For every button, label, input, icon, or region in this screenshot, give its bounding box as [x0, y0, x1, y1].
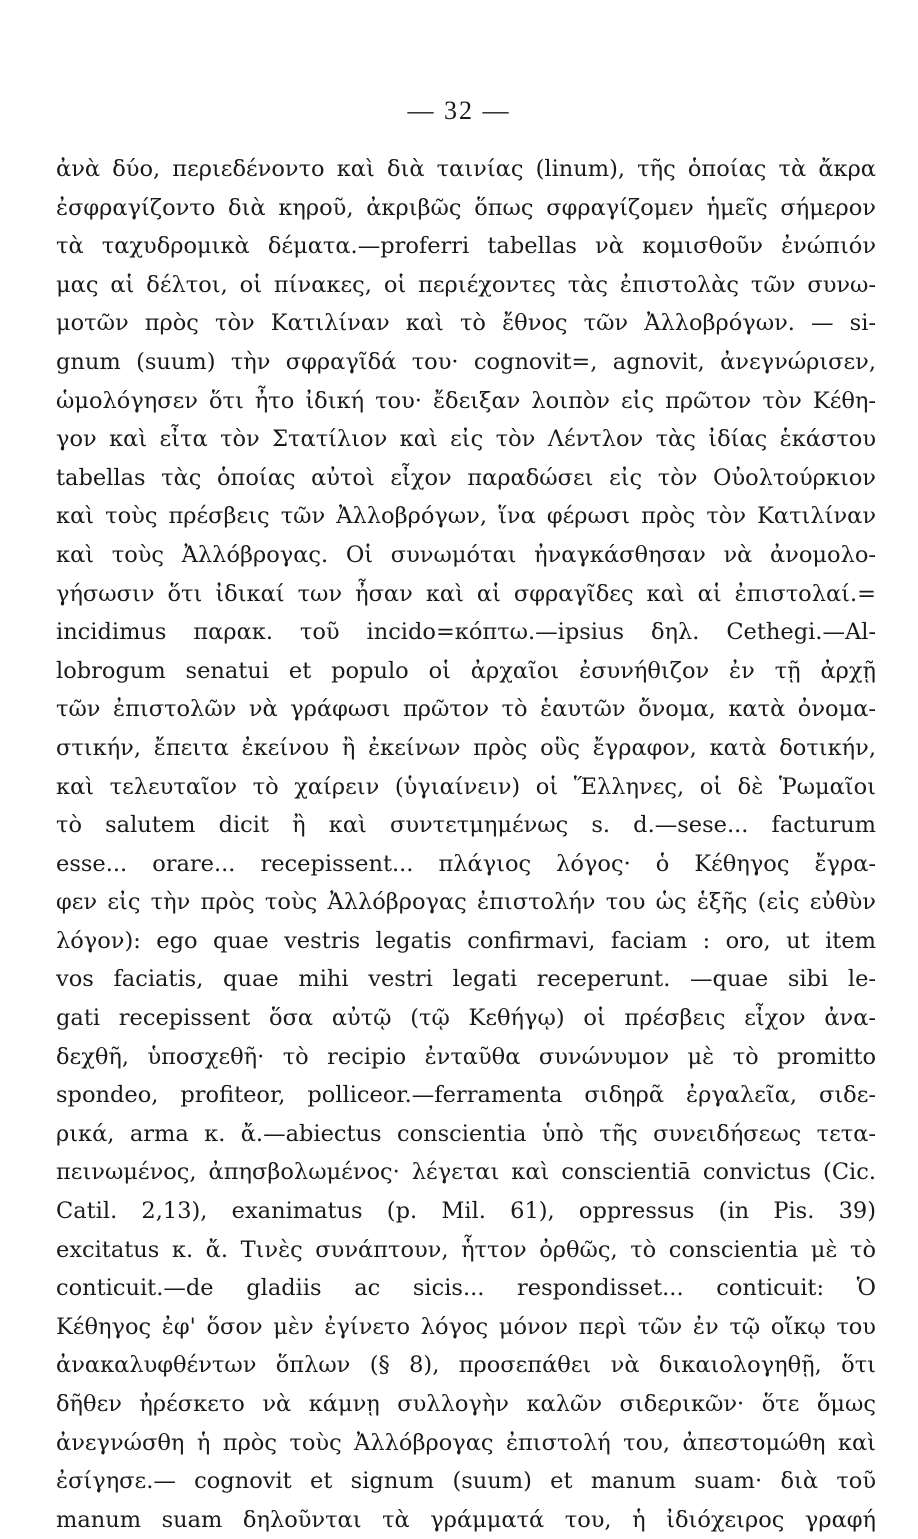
text-line: gati recepissent ὅσα αὐτῷ (τῷ Κεθήγῳ) οἱ πρέσβεις εἶχον ἀνα- — [56, 1005, 876, 1032]
text-line: δεχθῆ, ὑποσχεθῆ· τὸ recipio ἐνταῦθα συνώνυμον μὲ τὸ promitto — [56, 1043, 876, 1070]
text-line: ἐσφραγίζοντο διὰ κηροῦ, ἀκριβῶς ὅπως σφραγίζομεν ἡμεῖς σήμερον — [56, 194, 876, 221]
text-line: Catil. 2,13), exanimatus (p. Mil. 61), oppressus (in Pis. 39) — [56, 1198, 876, 1225]
text-line: πεινωμένος, ἀπησβολωμένος· λέγεται καὶ conscientiā convictus (Cic. — [56, 1159, 876, 1186]
text-line: incidimus παρακ. τοῦ incido=κόπτω.—ipsius δηλ. Cethegi.—Al- — [56, 619, 876, 646]
text-line: tabellas τὰς ὁποίας αὐτοὶ εἶχον παραδώσει εἰς τὸν Οὐολτούρκιον — [56, 464, 876, 491]
text-line: Κέθηγος ἐφ' ὅσον μὲν ἐγίνετο λόγος μόνον περὶ τῶν ἐν τῷ οἴκῳ του — [56, 1313, 876, 1340]
text-line: γον καὶ εἶτα τὸν Στατίλιον καὶ εἰς τὸν Λέντλον τὰς ἰδίας ἑκάστου — [56, 426, 876, 453]
text-line: φεν εἰς τὴν πρὸς τοὺς Ἀλλόβρογας ἐπιστολήν του ὡς ἑξῆς (εἰς εὐθὺν — [56, 889, 876, 916]
body-text — [56, 150, 876, 1539]
text-line: ρικά, arma κ. ἄ.—abiectus conscientia ὑπὸ τῆς συνειδήσεως τετα- — [56, 1120, 876, 1147]
text-line: λόγον): ego quae vestris legatis confirmavi, faciam : oro, ut item — [56, 927, 876, 954]
text-line: τὰ ταχυδρομικὰ δέματα.—proferri tabellas νὰ κομισθοῦν ἐνώπιόν — [56, 233, 876, 260]
text-line: esse... orare... recepissent... πλάγιος λόγος· ὁ Κέθηγος ἔγρα- — [56, 850, 876, 877]
text-line: καὶ τοὺς Ἀλλόβρογας. Οἱ συνωμόται ἠναγκάσθησαν νὰ ἀνομολο- — [56, 541, 876, 568]
text-line: excitatus κ. ἄ. Τινὲς συνάπτουν, ἧττον ὀρθῶς, τὸ conscientia μὲ τὸ — [56, 1236, 876, 1263]
text-line: ἐσίγησε.— cognovit et signum (suum) et manum suam· διὰ τοῦ — [56, 1468, 876, 1495]
text-line: καὶ τοὺς πρέσβεις τῶν Ἀλλοβρόγων, ἵνα φέρωσι πρὸς τὸν Κατιλίναν — [56, 503, 876, 530]
text-line: ὡμολόγησεν ὅτι ἦτο ἰδική του· ἔδειξαν λοιπὸν εἰς πρῶτον τὸν Κέθη- — [56, 387, 876, 414]
text-line: μοτῶν πρὸς τὸν Κατιλίναν καὶ τὸ ἔθνος τῶν Ἀλλοβρόγων. — si- — [56, 310, 876, 337]
text-line: ἀνεγνώσθη ἡ πρὸς τοὺς Ἀλλόβρογας ἐπιστολή του, ἀπεστομώθη καὶ — [56, 1429, 876, 1456]
text-line: στικήν, ἔπειτα ἐκείνου ἢ ἐκείνων πρὸς οὓς ἔγραφον, κατὰ δοτικήν, — [56, 734, 876, 761]
text-line: spondeo, profiteor, polliceor.—ferramenta σιδηρᾶ ἐργαλεῖα, σιδε- — [56, 1082, 876, 1109]
text-line: lobrogum senatui et populo οἱ ἀρχαῖοι ἐσυνήθιζον ἐν τῇ ἀρχῇ — [56, 657, 876, 684]
text-line: τῶν ἐπιστολῶν νὰ γράφωσι πρῶτον τὸ ἑαυτῶν ὄνομα, κατὰ ὀνομα- — [56, 696, 876, 723]
page-number: — 32 — — [407, 96, 511, 125]
text-line: manum suam δηλοῦνται τὰ γράμματά του, ἡ ἰδιόχειρος γραφή — [56, 1506, 876, 1533]
text-line: μας αἱ δέλτοι, οἱ πίνακες, οἱ περιέχοντες τὰς ἐπιστολὰς τῶν συνω- — [56, 271, 876, 298]
text-line: ἀνὰ δύο, περιεδένοντο καὶ διὰ ταινίας (linum), τῆς ὁποίας τὰ ἄκρα — [56, 156, 876, 182]
text-line: γήσωσιν ὅτι ἰδικαί των ἦσαν καὶ αἱ σφραγῖδες καὶ αἱ ἐπιστολαί.= — [56, 580, 876, 607]
text-line: καὶ τελευταῖον τὸ χαίρειν (ὑγιαίνειν) οἱ Ἕλληνες, οἱ δὲ Ῥωμαῖοι — [56, 773, 876, 800]
text-line: τὸ salutem dicit ἢ καὶ συντετμημένως s. d.—sese... facturum — [56, 812, 876, 839]
text-line: ἀνακαλυφθέντων ὅπλων (§ 8), προσεπάθει νὰ δικαιολογηθῇ, ὅτι — [56, 1352, 876, 1379]
text-line: gnum (suum) τὴν σφραγῖδά του· cognovit=, agnovit, ἀνεγνώρισεν, — [56, 348, 876, 375]
text-line: conticuit.—de gladiis ac sicis... respondisset... conticuit: Ὁ — [56, 1275, 876, 1302]
text-line: δῆθεν ἠρέσκετο νὰ κάμνῃ συλλογὴν καλῶν σιδερικῶν· ὅτε ὅμως — [56, 1391, 876, 1417]
text-line: vos faciatis, quae mihi vestri legati receperunt. —quae sibi le- — [56, 966, 876, 993]
